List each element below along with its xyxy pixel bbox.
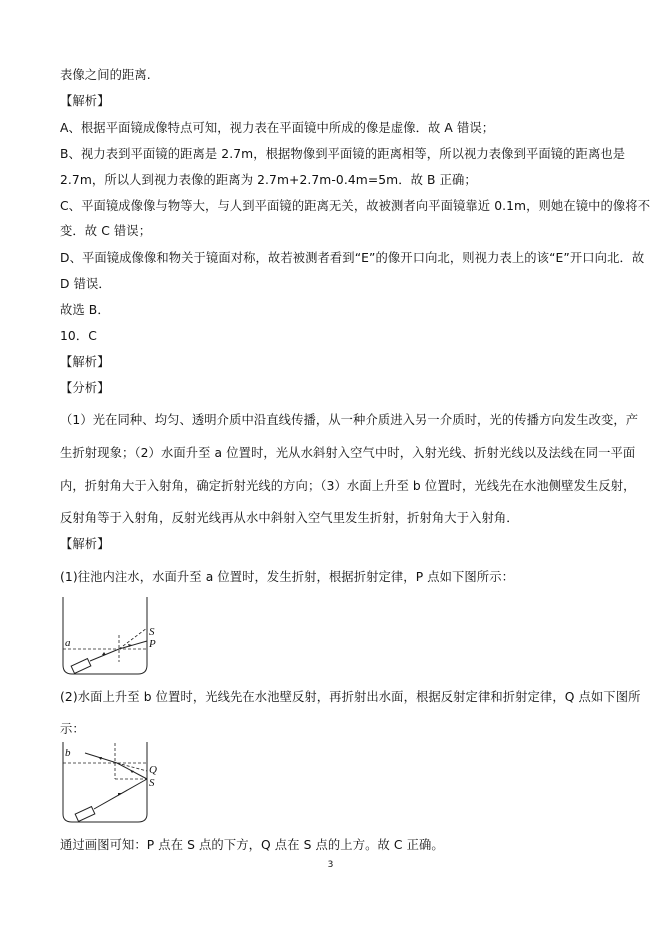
section-heading: 【解析】: [60, 537, 110, 551]
section-heading: 【解析】: [60, 355, 110, 369]
text-line: A、根据平面镜成像特点可知，视力表在平面镜中所成的像是虚像．故 A 错误；: [60, 121, 495, 135]
label-water-level: a: [65, 637, 71, 649]
text-line: 变．故 C 错误；: [60, 224, 152, 238]
question-answer: 10．C: [60, 329, 97, 343]
text-line: 生折射现象；（2）水面升至 a 位置时，光从水斜射入空气中时，入射光线、折射光线以及法线在同一平面: [60, 446, 636, 460]
text-line: D 错误．: [60, 277, 111, 291]
refraction-diagram-a: [60, 595, 170, 679]
text-line: 反射角等于入射角，反射光线再从水中斜射入空气里发生折射，折射角大于入射角．: [60, 511, 519, 525]
text-line: 2.7m，所以人到视力表像的距离为 2.7m+2.7m-0.4m=5m．故 B 正确；: [60, 173, 477, 187]
label-s: S: [149, 626, 155, 638]
text-line: B、视力表到平面镜的距离是 2.7m，根据物像到平面镜的距离相等，所以视力表像到平面镜的距离也是: [60, 147, 626, 161]
reflection-refraction-diagram-b: [60, 740, 170, 826]
label-water-level: b: [65, 747, 71, 759]
label-s: S: [149, 777, 155, 789]
text-line: C、平面镜成像像与物等大，与人到平面镜的距离无关，故被测者向平面镜靠近 0.1m，则她在镜中的像将不: [60, 199, 651, 213]
text-line: 内，折射角大于入射角，确定折射光线的方向；（3）水面上升至 b 位置时，光线先在水池侧壁发生反射，: [60, 479, 636, 493]
page-number: 3: [327, 860, 334, 870]
text-line: D、平面镜成像像和物关于镜面对称，故若被测者看到“E”的像开口向北，则视力表上的该“E”开口向北．故: [60, 251, 645, 265]
text-line: (2)水面上升至 b 位置时，光线先在水池壁反射，再折射出水面，根据反射定律和折射定律，Q 点如下图所: [60, 690, 641, 704]
section-heading: 【解析】: [60, 94, 110, 108]
text-line: 示：: [60, 722, 85, 736]
label-q: Q: [149, 764, 157, 776]
label-p: P: [149, 638, 156, 650]
section-heading: 【分析】: [60, 381, 110, 395]
conclusion-line: 通过画图可知：P 点在 S 点的下方，Q 点在 S 点的上方。故 C 正确。: [60, 838, 444, 852]
text-line: 故选 B．: [60, 303, 110, 317]
text-line: （1）光在同种、均匀、透明介质中沿直线传播，从一种介质进入另一介质时，光的传播方向发生改变，产: [60, 413, 639, 427]
text-line: 表像之间的距离.: [60, 68, 151, 82]
text-line: (1)往池内注水，水面升至 a 位置时，发生折射，根据折射定律，P 点如下图所示：: [60, 570, 514, 584]
